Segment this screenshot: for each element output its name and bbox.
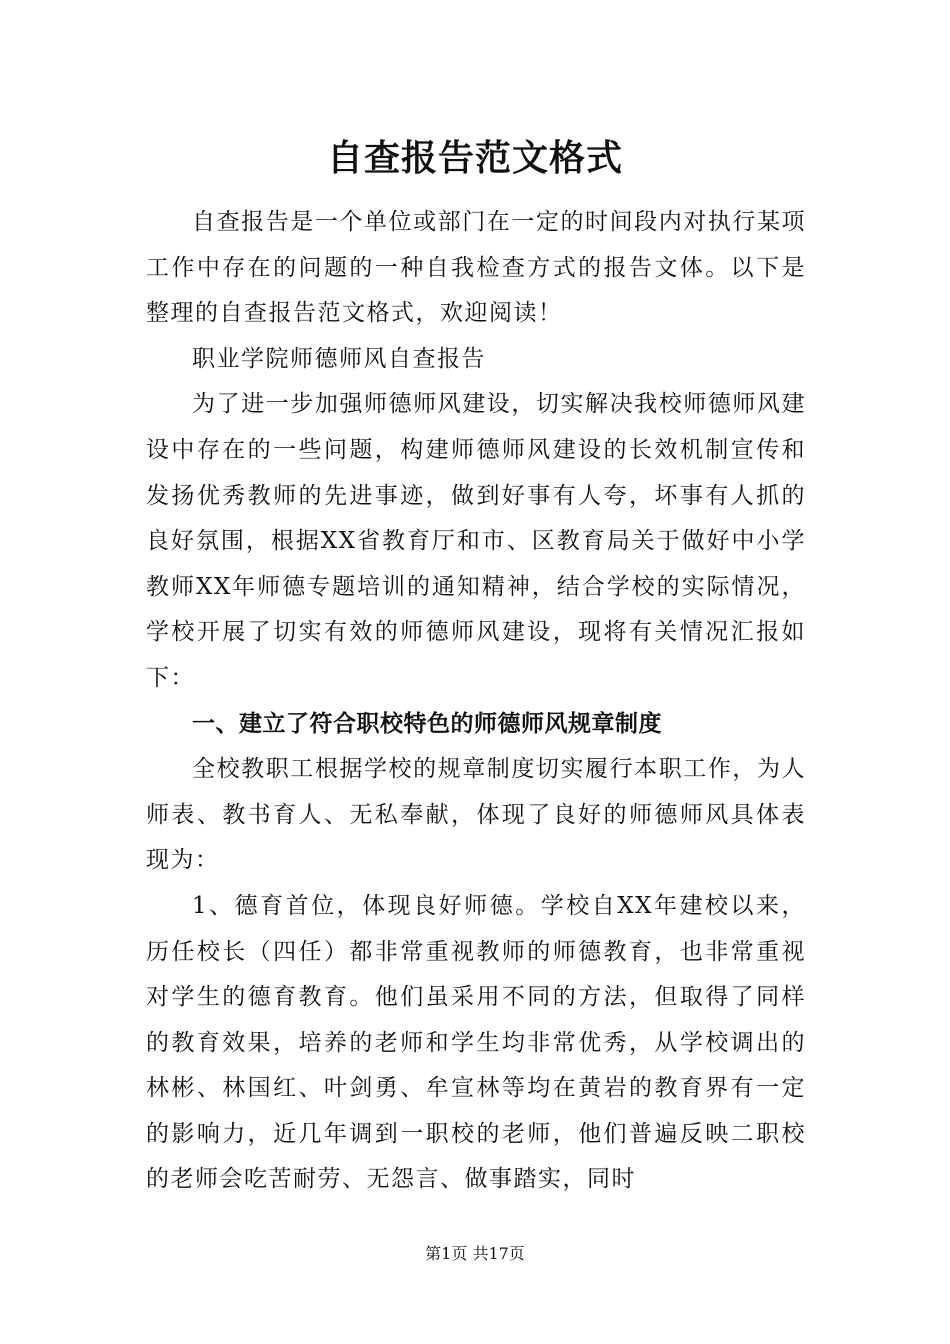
body-paragraph: 为了进一步加强师德师风建设，切实解决我校师德师风建设中存在的一些问题，构建师德师风建设的长效机制宣传和发扬优秀教师的先进事迹，做到好事有人夸，坏事有人抓的良好氛围，根据XX省教育厅和市、区教育局关于做好中小学教师XX年师德专题培训的通知精神，结合学校的实际情况，学校开展了切实有效的师德师风建设，现将有关情况汇报如下： bbox=[146, 391, 806, 691]
body-paragraph: 1、德育首位，体现良好师德。学校自XX年建校以来，历任校长（四任）都非常重视教师的师德教育，也非常重视对学生的德育教育。他们虽采用不同的方法，但取得了同样的教育效果，培养的老师和学生均非常优秀，从学校调出的林彬、林国红、叶剑勇、牟宣林等均在黄岩的教育界有一定的影响力，近几年调到一职校的老师，他们普遍反映二职校的老师会吃苦耐劳、无怨言、做事踏实，同时 bbox=[146, 892, 806, 1193]
document-title: 自查报告范文格式 bbox=[326, 138, 623, 179]
section-heading: 一、建立了符合职校特色的师德师风规章制度 bbox=[192, 710, 662, 737]
document-body bbox=[146, 200, 806, 1203]
intro-paragraph: 自查报告是一个单位或部门在一定的时间段内对执行某项工作中存在的问题的一种自我检查方式的报告文体。以下是整理的自查报告范文格式，欢迎阅读！ bbox=[146, 209, 806, 327]
page-number-footer: 第1页 共17页 bbox=[425, 1244, 525, 1263]
subtitle-paragraph: 职业学院师德师风自查报告 bbox=[192, 345, 486, 372]
body-paragraph: 全校教职工根据学校的规章制度切实履行本职工作，为人师表、教书育人、无私奉献，体现了良好的师德师风具体表现为： bbox=[146, 756, 806, 874]
